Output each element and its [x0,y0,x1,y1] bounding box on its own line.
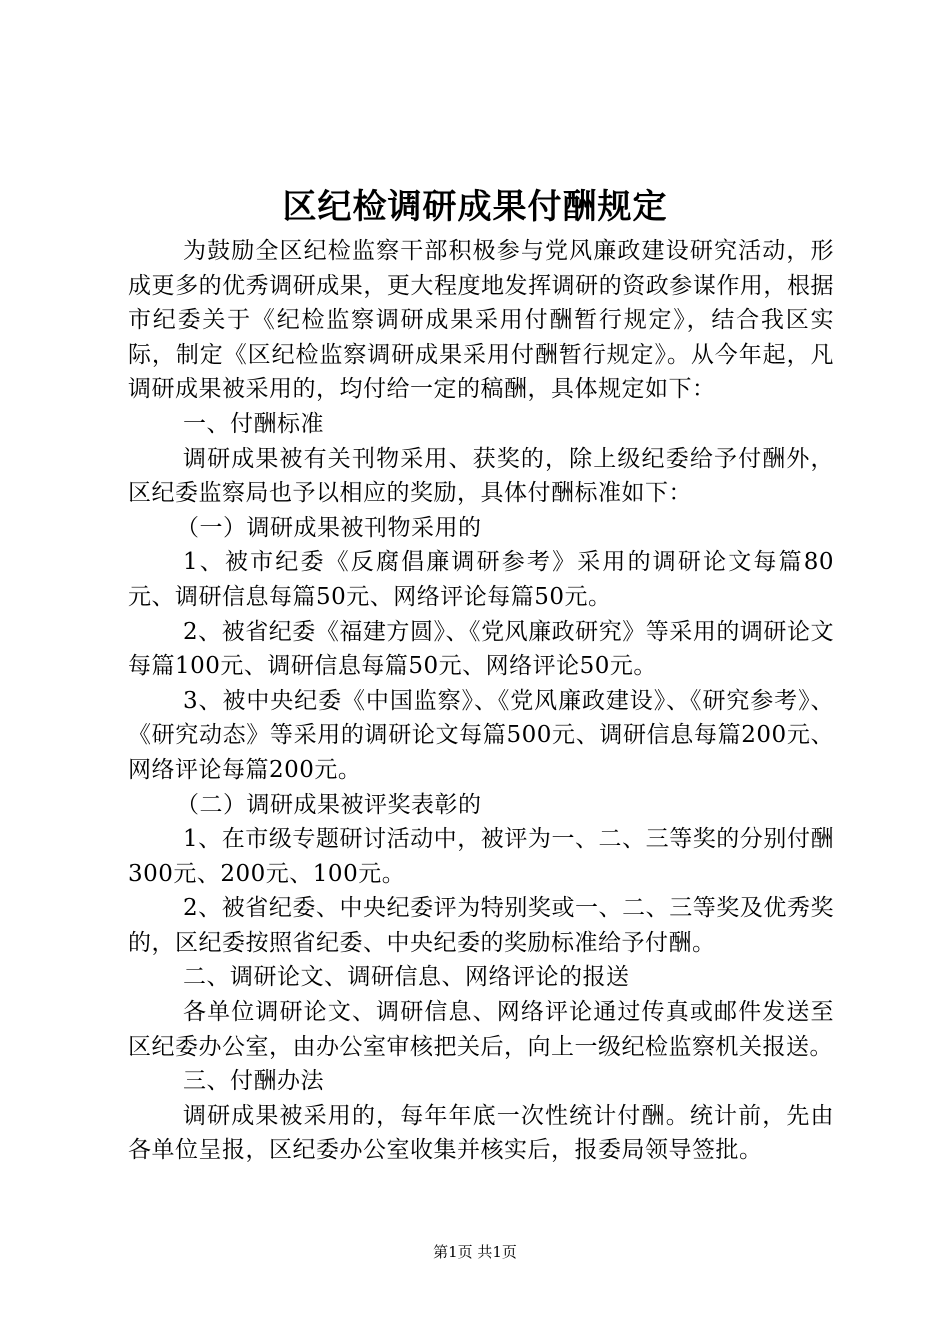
page-footer: 第1页 共1页 [433,1243,517,1261]
section-heading-payment-standard: 一、付酬标准 [183,410,324,437]
document-title: 区纪检调研成果付酬规定 [282,187,668,227]
intro-paragraph: 为鼓励全区纪检监察干部积极参与党风廉政建设研究活动，形成更多的优秀调研成果，更大程度地发挥调研的资政参谋作用，根据市纪委关于《纪检监察调研成果采用付酬暂行规定》，结合我区实际，制定《区纪检监察调研成果采用付酬暂行规定》。从今年起，凡调研成果被采用的，均付给一定的稿酬，具体规定如下： [128,238,834,403]
subsection-heading-journal-adoption: （一）调研成果被刊物采用的 [176,514,482,541]
submission-paragraph: 各单位调研论文、调研信息、网络评论通过传真或邮件发送至区纪委办公室，由办公室审核把关后，向上一级纪检监察机关报送。 [128,999,834,1060]
section-heading-submission: 二、调研论文、调研信息、网络评论的报送 [183,964,630,991]
list-item-province-commission: 2、被省纪委《福建方圆》、《党风廉政研究》等采用的调研论文每篇100元、调研信息每篇50元、网络评论50元。 [128,618,834,680]
list-item-province-central-awards: 2、被省纪委、中央纪委评为特别奖或一、二、三等奖及优秀奖的，区纪委按照省纪委、中央纪委的奖励标准给予付酬。 [128,895,834,956]
subsection-heading-awards: （二）调研成果被评奖表彰的 [176,791,482,818]
document-body [128,234,834,1168]
payment-method-paragraph: 调研成果被采用的，每年年底一次性统计付酬。统计前，先由各单位呈报，区纪委办公室收集并核实后，报委局领导签批。 [128,1102,834,1164]
list-item-city-awards: 1、在市级专题研讨活动中，被评为一、二、三等奖的分别付酬300元、200元、100元。 [128,826,834,887]
list-item-city-commission: 1、被市纪委《反腐倡廉调研参考》采用的调研论文每篇80元、调研信息每篇50元、网络评论每篇50元。 [128,549,834,610]
list-item-central-commission: 3、被中央纪委《中国监察》、《党风廉政建设》、《研究参考》、《研究动态》等采用的调研论文每篇500元、调研信息每篇200元、网络评论每篇200元。 [128,687,834,783]
payment-standard-paragraph: 调研成果被有关刊物采用、获奖的，除上级纪委给予付酬外，区纪委监察局也予以相应的奖励，具体付酬标准如下： [128,445,834,507]
section-heading-payment-method: 三、付酬办法 [183,1068,324,1095]
